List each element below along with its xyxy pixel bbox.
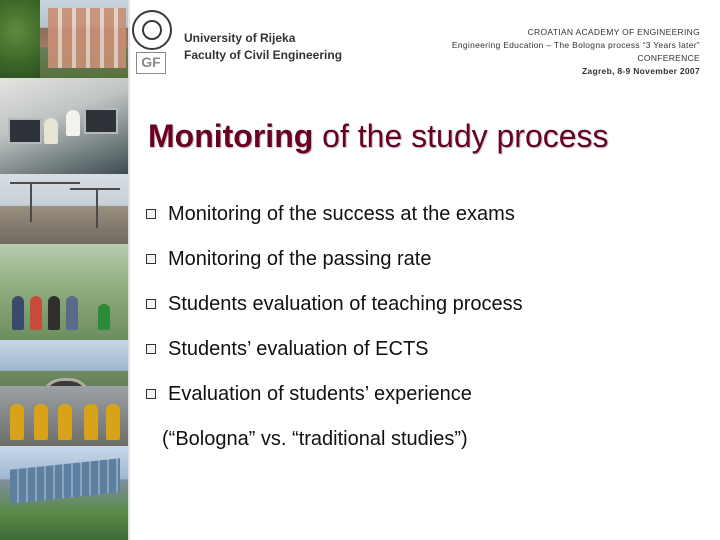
bullet-subtext: (“Bologna” vs. “traditional studies”) [162,428,468,450]
checkbox-bullet-icon [146,209,156,219]
worker-shape [84,404,98,440]
monitor-shape [84,108,118,134]
checkbox-bullet-icon [146,344,156,354]
person-shape [98,304,110,330]
field-trip-photo [0,244,128,340]
title-rest: of the study process [313,118,609,154]
building-photo [0,0,128,78]
worker-shape [58,404,72,440]
university-seal-icon [132,10,172,50]
modern-building-photo [0,446,128,540]
person-shape [66,110,80,136]
title-emphasis: Monitoring [148,118,314,154]
slide-title [148,118,609,155]
bullet-text: Monitoring of the success at the exams [168,203,515,225]
bullet-text: Students evaluation of teaching process [168,293,523,315]
conference-subtitle: Engineering Education – The Bologna process “3 Years later” [451,40,700,50]
checkbox-bullet-icon [146,254,156,264]
crane-jib [70,188,120,190]
worker-shape [106,404,120,440]
checkbox-bullet-icon [146,299,156,309]
tree-shape [0,0,40,78]
worker-shape [34,404,48,440]
photo-strip [0,0,128,540]
seal-inner-ring [142,20,162,40]
checkbox-bullet-icon [146,389,156,399]
conference-organizer: CROATIAN ACADEMY OF ENGINEERING [527,27,700,37]
crane-mast [30,182,32,222]
worker-shape [10,404,24,440]
person-shape [44,118,58,144]
glass-facade-shape [10,458,120,504]
faculty-logo: GF [136,52,166,74]
bullet-text: Students’ evaluation of ECTS [168,338,429,360]
workers-photo [0,386,128,446]
building-shape [48,8,126,68]
monitor-shape [8,118,42,144]
strip-divider [128,0,130,540]
bullet-text: Monitoring of the passing rate [168,248,432,270]
computer-lab-photo [0,78,128,174]
person-shape [48,296,60,330]
conference-date: Zagreb, 8-9 November 2007 [581,66,700,76]
crane-jib [10,182,80,184]
university-block [184,30,342,64]
person-shape [30,296,42,330]
construction-site-photo [0,174,128,244]
conference-block [400,26,700,78]
university-name: University of Rijeka [184,31,296,45]
person-shape [66,296,78,330]
bullet-text: Evaluation of students’ experience [168,383,472,405]
crane-mast [96,188,98,228]
conference-label: CONFERENCE [637,53,700,63]
person-shape [12,296,24,330]
faculty-name: Faculty of Civil Engineering [184,48,343,62]
